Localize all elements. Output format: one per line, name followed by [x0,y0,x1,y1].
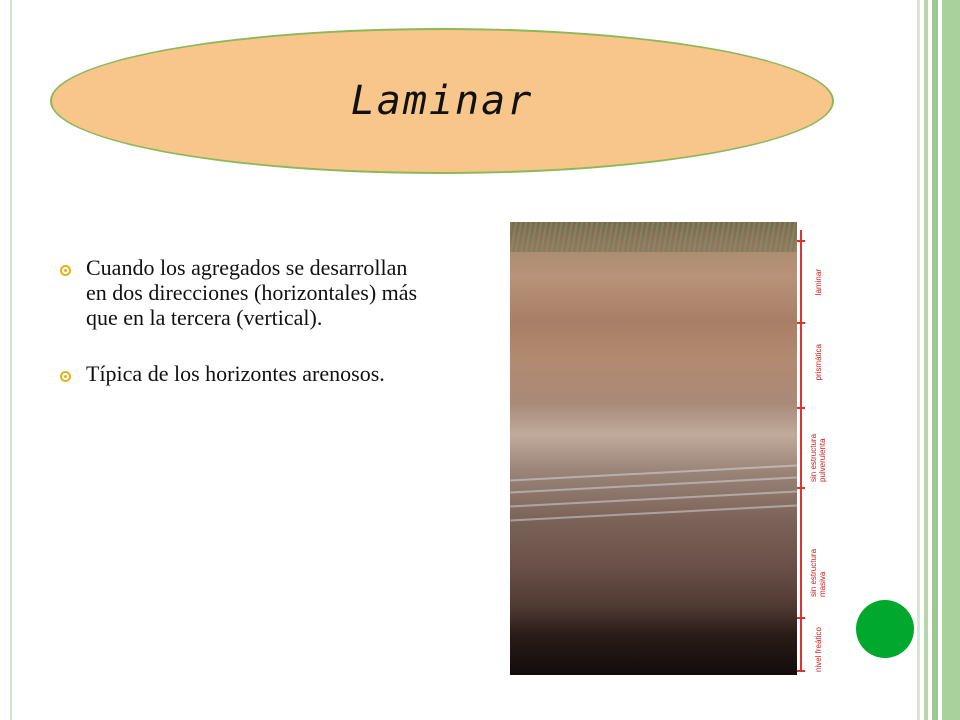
horizon-tick [797,670,805,672]
green-circle [856,600,914,658]
bullet-item [60,361,420,386]
bullet-list [60,255,420,417]
sand-streak [510,490,797,507]
bullet-icon [60,265,71,276]
horizon-label: sin estructura pulverulenta [809,433,827,482]
grass-surface [510,222,797,252]
slide-title: Laminar [350,78,534,124]
sand-streak [510,504,797,521]
horizon-label: nivel freático [813,627,823,672]
horizon-tick [797,407,805,409]
horizon-tick [797,322,805,324]
right-border-stripe [924,0,928,720]
title-oval [50,28,834,174]
soil-profile-photo [510,222,797,675]
right-border-stripe [942,0,960,720]
horizon-label: laminar [813,268,823,296]
bullet-icon [60,371,71,382]
horizon-label: sin estructura masiva [809,548,827,597]
horizon-label-bar [797,222,831,675]
left-border-line [10,0,12,720]
horizon-tick [797,617,805,619]
horizon-tick [797,487,805,489]
horizon-label: prismática [813,343,823,381]
bullet-item [60,255,420,330]
bullet-text: Típica de los horizontes arenosos. [86,361,385,386]
bullet-text: Cuando los agregados se desarrollan en dos direcciones (horizontales) más que en la tercera (vertical). [86,255,418,330]
right-border-stripe [917,0,920,720]
horizon-tick [797,240,805,242]
horizon-scale-line [800,230,802,670]
right-border-stripe [932,0,938,720]
